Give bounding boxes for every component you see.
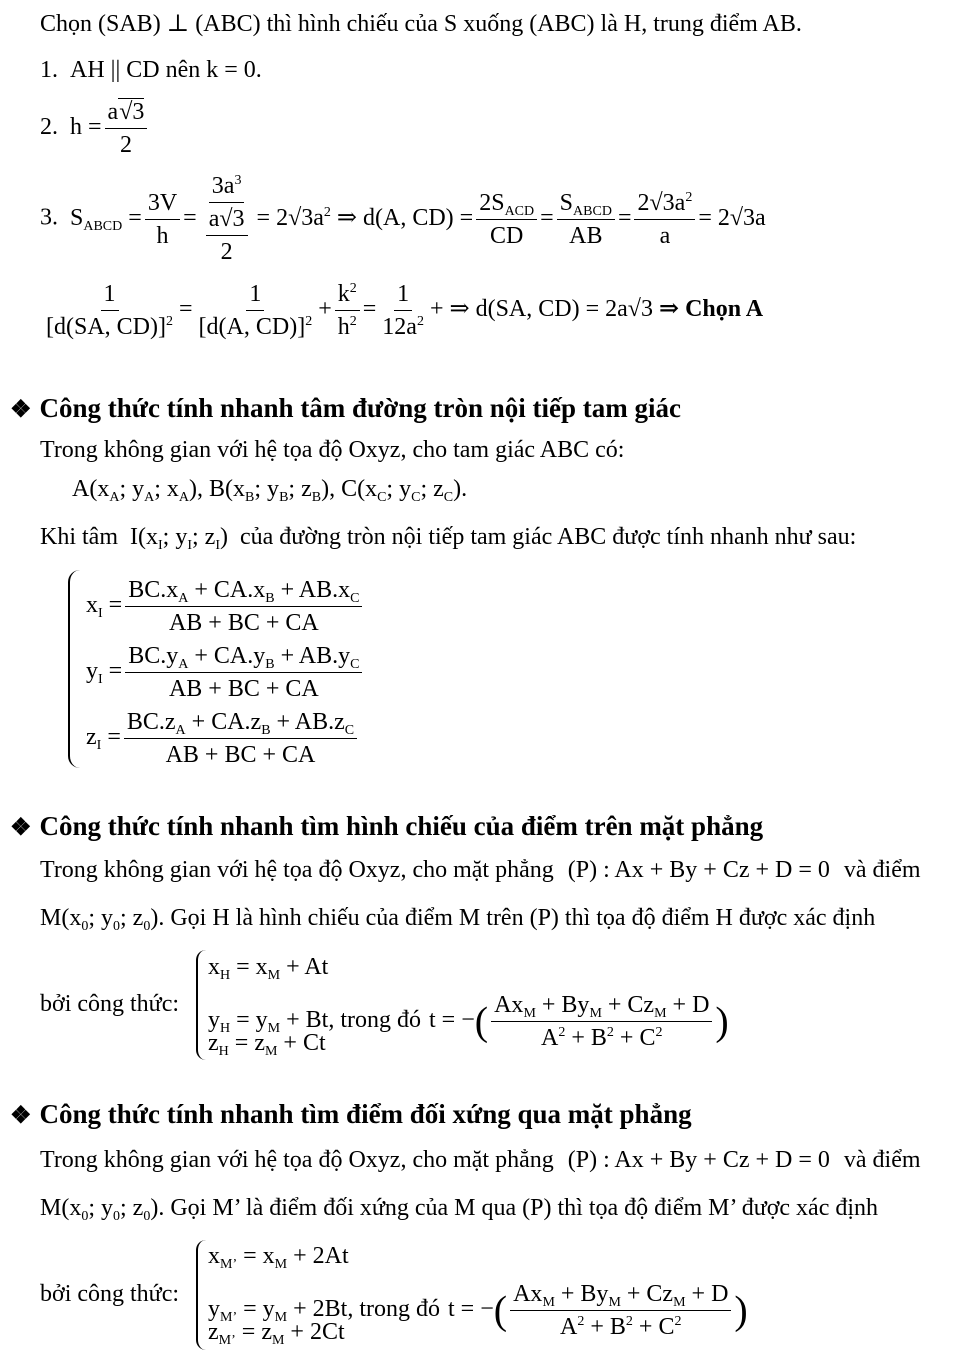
section1-p1: Trong không gian với hệ tọa độ Oxyz, cho tam giác ABC có: — [40, 437, 625, 463]
formula-distance: $\frac{1}{[d(SA, CD)]^2}$ = $\frac{1}{[d(A, CD)]^2}$ + $\frac{k^2}{h^2}$ = $\frac{1}{12a^2}$ + ⇒ d(SA, CD) = 2a√3 ⇒ Chọn A — [46, 281, 764, 340]
sym-x: $x_{M’} = x_M + 2At$ — [208, 1243, 349, 1272]
section2-lead: bởi công thức: — [40, 991, 180, 1017]
intro-line: Chọn (SAB) ⊥ (ABC) thì hình chiếu của S xuống (ABC) là H, trung điểm AB. — [40, 11, 802, 37]
section1-title: Công thức tính nhanh tâm đường tròn nội tiếp tam giác — [39, 393, 681, 423]
answer-label: ⇒ Chọn A — [658, 296, 764, 323]
proj-z: $z_H = z_M + Ct$ — [208, 1030, 326, 1059]
section3-p2: $M(x_0$; $y_0$; $z_0$). Gọi M’ là điểm đối xứng của M qua (P) thì tọa độ điểm M’ được xác định — [40, 1195, 879, 1224]
bullet-icon: ❖ — [10, 1103, 32, 1129]
section3-lead: bởi công thức: — [40, 1281, 180, 1307]
section2-p1: Trong không gian với hệ tọa độ Oxyz, cho mặt phẳng (P) : Ax + By + Cz + D = 0 và điểm — [40, 857, 921, 883]
section2-heading — [10, 810, 763, 844]
document-page: Chọn (SAB) ⊥ (ABC) thì hình chiếu của S xuống (ABC) là H, trung điểm AB. 1. AH || CD nên k = 0. 2. h = $\frac{a√3}{2}$ 3. $S_{ABCD}$ = $\frac{3V}{h}$ = $\frac{3a^3}{\frac{a√3}{2}}$ = $2√3a^2$ ⇒ d(A, CD) = $\frac{2S_{ACD}}{CD}$ = $\frac{S_{ABCD}}{AB}$ = $\frac{2√3a^2}{a}$ = 2√3a $\frac{1}{[d(SA, CD)]^2}$ = $\frac{1}{[d(A, CD)]^2}$ + $\frac{k^2}{h^2}$ = $\frac{1}{12a^2}$ + ⇒ d(SA, CD) = 2a√3 ⇒ Chọn A ❖ Công thức tính nhanh tâm đường tròn nội tiếp tam giác Trong không gian với hệ tọa độ Oxyz, cho tam giác ABC có: $A(x_A$; $y_A$; $x_A$), $B(x_B$; $y_B$; $z_B$), $C(x_C$; $y_C$; $z_C$). Khi tâm $I(x_I$; $y_I$; $z_I$) của đường tròn nội tiếp tam giác ABC được tính nhanh như sau: $x_I$ = $\frac{BC.x_A + CA.x_B + AB.x_C}{AB + BC + CA}$ $y_I$ = $\frac{BC.y_A + CA.y_B + AB.y_C}{AB + BC + CA}$ $z_I$ = $\frac{BC.z_A + CA.z_B + AB.z_C}{AB + BC + CA}$ ❖ Công thức tính nhanh tìm hình chiếu của điểm trên mặt phẳng Trong không gian với hệ tọa độ Oxyz, cho mặt phẳng (P) : Ax + By + Cz + D = 0 và điểm $M(x_0$; $y_0$; $z_0$). Gọi H là hình chiếu của điểm M trên (P) thì tọa độ điểm H được xác định bởi công thức: $x_H = x_M + At$ $y_H = y_M + Bt$, trong đó t = −( $\frac{Ax_M + By_M + Cz_M + D}{A^2 + B^2 + C^2}$ ) $z_H = z_M + Ct$ ❖ Công thức tính nhanh tìm điểm đối xứng qua mặt phẳng Trong không gian với hệ tọa độ Oxyz, cho mặt phẳng (P) : Ax + By + Cz + D = 0 và điểm $M(x_0$; $y_0$; $z_0$). Gọi M’ là điểm đối xứng của M qua (P) thì tọa độ điểm M’ được xác định bởi công thức: $x_{M’} = x_M + 2At$ $y_{M’} = y_M + 2Bt$, trong đó t = −( $\frac{Ax_M + By_M + Cz_M + D}{A^2 + B^2 + C^2}$ ) $z_{M’} = z_M + 2Ct$ — [10, 11, 921, 1348]
section2-p2: $M(x_0$; $y_0$; $z_0$). Gọi H là hình chiếu của điểm M trên (P) thì tọa độ điểm H được xác định — [40, 905, 876, 934]
proj-x: $x_H = x_M + At$ — [208, 954, 329, 983]
section3-title: Công thức tính nhanh tìm điểm đối xứng qua mặt phẳng — [39, 1099, 692, 1129]
formula-area: $S_{ABCD}$ = $\frac{3V}{h}$ = $\frac{3a^3}{\frac{a√3}{2}}$ = $2√3a^2$ ⇒ d(A, CD) = $\frac{2S_{ACD}}{CD}$ = $\frac{S_{ABCD}}{AB}$ = $\frac{2√3a^2}{a}$ = 2√3a — [70, 173, 766, 265]
section3-heading — [10, 1098, 692, 1132]
section1-points: $A(x_A$; $y_A$; $x_A$), $B(x_B$; $y_B$; $z_B$), $C(x_C$; $y_C$; $z_C$). — [72, 476, 468, 505]
section1-heading — [10, 392, 681, 426]
item-2: 2. h = $\frac{a√3}{2}$ — [40, 98, 150, 159]
formula-h: h = $\frac{a√3}{2}$ — [70, 114, 150, 140]
left-brace — [196, 950, 208, 1060]
section3-p1: Trong không gian với hệ tọa độ Oxyz, cho mặt phẳng (P) : Ax + By + Cz + D = 0 và điểm — [40, 1147, 921, 1173]
proj-y: $y_H = y_M + Bt$, trong đó t = −( $\frac{Ax_M + By_M + Cz_M + D}{A^2 + B^2 + C^2}$ ) — [208, 992, 729, 1051]
bullet-icon: ❖ — [10, 815, 32, 841]
section1-p3: Khi tâm $I(x_I$; $y_I$; $z_I$) của đường tròn nội tiếp tam giác ABC được tính nhanh như sau: — [40, 524, 857, 553]
item-3: 3. $S_{ABCD}$ = $\frac{3V}{h}$ = $\frac{3a^3}{\frac{a√3}{2}}$ = $2√3a^2$ ⇒ d(A, CD) = $\frac{2S_{ACD}}{CD}$ = $\frac{S_{ABCD}}{AB}$ = $\frac{2√3a^2}{a}$ = 2√3a — [40, 173, 766, 265]
sym-y: $y_{M’} = y_M + 2Bt$, trong đó t = −( $\frac{Ax_M + By_M + Cz_M + D}{A^2 + B^2 + C^2}$ ) — [208, 1281, 748, 1340]
sym-z: $z_{M’} = z_M + 2Ct$ — [208, 1319, 345, 1348]
bullet-icon: ❖ — [10, 397, 32, 423]
section2-title: Công thức tính nhanh tìm hình chiếu của điểm trên mặt phẳng — [39, 811, 764, 841]
item-1: 1. AH || CD nên k = 0. — [40, 57, 262, 83]
left-brace — [68, 570, 84, 768]
left-brace — [196, 1240, 208, 1350]
